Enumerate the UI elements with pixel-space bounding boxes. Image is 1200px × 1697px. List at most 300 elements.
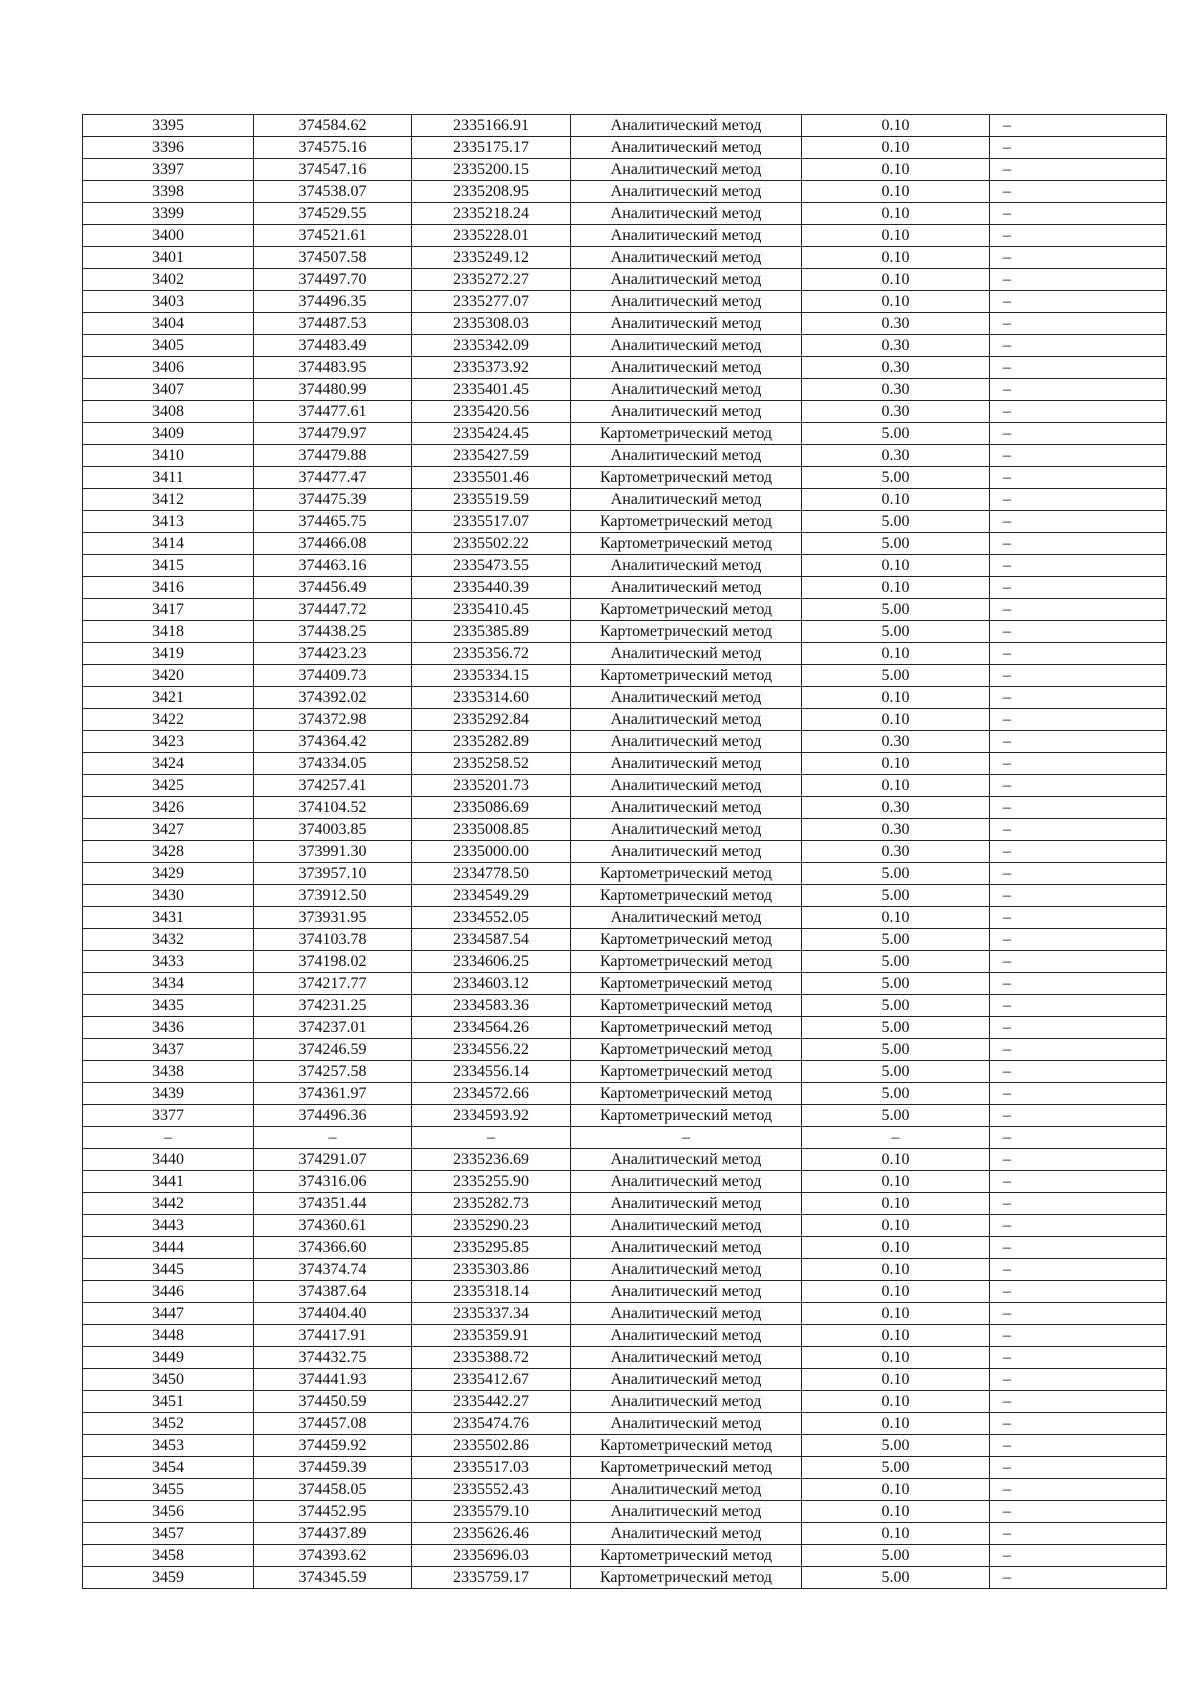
y-coordinate-cell: 2335442.27 [412,1391,571,1413]
accuracy-cell: 0.10 [802,1501,990,1523]
y-coordinate-cell: 2335626.46 [412,1523,571,1545]
description-cell: – [990,863,1167,885]
point-number-cell: 3397 [83,159,254,181]
accuracy-cell: 5.00 [802,599,990,621]
description-cell: – [990,599,1167,621]
y-coordinate-cell: 2334549.29 [412,885,571,907]
x-coordinate-cell: 374360.61 [254,1215,412,1237]
accuracy-cell: 0.10 [802,1479,990,1501]
y-coordinate-cell: 2334572.66 [412,1083,571,1105]
point-number-cell: 3437 [83,1039,254,1061]
x-coordinate-cell: 374450.59 [254,1391,412,1413]
accuracy-cell: 5.00 [802,929,990,951]
accuracy-cell: 5.00 [802,1457,990,1479]
accuracy-cell: 0.10 [802,1303,990,1325]
x-coordinate-cell: 374364.42 [254,731,412,753]
x-coordinate-cell: 373912.50 [254,885,412,907]
table-row [83,313,1167,335]
accuracy-cell: 0.10 [802,115,990,137]
description-cell: – [990,1413,1167,1435]
description-cell: – [990,1105,1167,1127]
x-coordinate-cell: 374387.64 [254,1281,412,1303]
y-coordinate-cell: 2335258.52 [412,753,571,775]
point-number-cell: 3377 [83,1105,254,1127]
accuracy-cell: 5.00 [802,995,990,1017]
point-number-cell: 3407 [83,379,254,401]
method-cell: Аналитический метод [571,137,802,159]
x-coordinate-cell: 374463.16 [254,555,412,577]
table-row [83,1545,1167,1567]
method-cell: Аналитический метод [571,203,802,225]
table-row [83,709,1167,731]
description-cell: – [990,1127,1167,1149]
table-row [83,819,1167,841]
method-cell: Аналитический метод [571,797,802,819]
table-row [83,511,1167,533]
y-coordinate-cell: 2334606.25 [412,951,571,973]
accuracy-cell: 0.10 [802,1215,990,1237]
description-cell: – [990,291,1167,313]
table-row [83,1435,1167,1457]
description-cell: – [990,687,1167,709]
method-cell: Аналитический метод [571,159,802,181]
y-coordinate-cell: 2335201.73 [412,775,571,797]
point-number-cell: 3415 [83,555,254,577]
method-cell: Аналитический метод [571,1391,802,1413]
method-cell: Картометрический метод [571,1435,802,1457]
point-number-cell: 3454 [83,1457,254,1479]
accuracy-cell: 0.10 [802,643,990,665]
description-cell: – [990,709,1167,731]
x-coordinate-cell: 374483.49 [254,335,412,357]
y-coordinate-cell: 2335282.73 [412,1193,571,1215]
x-coordinate-cell: 374496.36 [254,1105,412,1127]
y-coordinate-cell: 2335334.15 [412,665,571,687]
method-cell: Аналитический метод [571,225,802,247]
description-cell: – [990,1149,1167,1171]
accuracy-cell: 5.00 [802,951,990,973]
description-cell: – [990,1479,1167,1501]
accuracy-cell: 0.10 [802,577,990,599]
y-coordinate-cell: 2335318.14 [412,1281,571,1303]
table-row [83,599,1167,621]
point-number-cell: 3450 [83,1369,254,1391]
description-cell: – [990,335,1167,357]
table-row [83,929,1167,951]
y-coordinate-cell: 2334603.12 [412,973,571,995]
method-cell: Картометрический метод [571,1545,802,1567]
coordinates-table-body [83,115,1167,1589]
point-number-cell: 3453 [83,1435,254,1457]
accuracy-cell: 0.10 [802,137,990,159]
x-coordinate-cell: 374409.73 [254,665,412,687]
y-coordinate-cell: 2335086.69 [412,797,571,819]
method-cell: Картометрический метод [571,423,802,445]
y-coordinate-cell: 2335517.03 [412,1457,571,1479]
accuracy-cell: 0.10 [802,225,990,247]
table-row [83,731,1167,753]
accuracy-cell: 5.00 [802,973,990,995]
table-row [83,1325,1167,1347]
accuracy-cell: 0.10 [802,1193,990,1215]
y-coordinate-cell: 2335401.45 [412,379,571,401]
point-number-cell: 3442 [83,1193,254,1215]
method-cell: Картометрический метод [571,1567,802,1589]
table-row [83,1303,1167,1325]
y-coordinate-cell: – [412,1127,571,1149]
x-coordinate-cell: 374257.58 [254,1061,412,1083]
table-row [83,335,1167,357]
x-coordinate-cell: 374257.41 [254,775,412,797]
table-row [83,907,1167,929]
coordinates-table-container [82,114,1166,1589]
accuracy-cell: 0.30 [802,731,990,753]
x-coordinate-cell: 374393.62 [254,1545,412,1567]
method-cell: Картометрический метод [571,1061,802,1083]
description-cell: – [990,423,1167,445]
x-coordinate-cell: 374459.92 [254,1435,412,1457]
point-number-cell: 3396 [83,137,254,159]
point-number-cell: 3446 [83,1281,254,1303]
x-coordinate-cell: 374457.08 [254,1413,412,1435]
table-row [83,1457,1167,1479]
method-cell: Аналитический метод [571,1281,802,1303]
x-coordinate-cell: 374456.49 [254,577,412,599]
y-coordinate-cell: 2335303.86 [412,1259,571,1281]
description-cell: – [990,1523,1167,1545]
y-coordinate-cell: 2335292.84 [412,709,571,731]
method-cell: Аналитический метод [571,907,802,929]
point-number-cell: 3417 [83,599,254,621]
y-coordinate-cell: 2335277.07 [412,291,571,313]
table-row [83,621,1167,643]
table-row [83,203,1167,225]
method-cell: Картометрический метод [571,533,802,555]
table-row [83,1501,1167,1523]
method-cell: Картометрический метод [571,1105,802,1127]
point-number-cell: 3456 [83,1501,254,1523]
table-row [83,665,1167,687]
x-coordinate-cell: 374103.78 [254,929,412,951]
accuracy-cell: 0.10 [802,555,990,577]
x-coordinate-cell: 374466.08 [254,533,412,555]
table-row [83,159,1167,181]
x-coordinate-cell: 374584.62 [254,115,412,137]
accuracy-cell: 5.00 [802,1083,990,1105]
x-coordinate-cell: 374366.60 [254,1237,412,1259]
point-number-cell: 3444 [83,1237,254,1259]
point-number-cell: 3399 [83,203,254,225]
point-number-cell: 3424 [83,753,254,775]
table-row [83,841,1167,863]
x-coordinate-cell: 373931.95 [254,907,412,929]
table-row [83,1523,1167,1545]
point-number-cell: 3412 [83,489,254,511]
y-coordinate-cell: 2335314.60 [412,687,571,709]
point-number-cell: 3435 [83,995,254,1017]
x-coordinate-cell: 374547.16 [254,159,412,181]
y-coordinate-cell: 2335502.86 [412,1435,571,1457]
method-cell: Аналитический метод [571,841,802,863]
method-cell: Картометрический метод [571,995,802,1017]
x-coordinate-cell: 374003.85 [254,819,412,841]
point-number-cell: 3421 [83,687,254,709]
accuracy-cell: 0.10 [802,1523,990,1545]
table-row [83,555,1167,577]
x-coordinate-cell: 374458.05 [254,1479,412,1501]
description-cell: – [990,159,1167,181]
description-cell: – [990,973,1167,995]
point-number-cell: 3448 [83,1325,254,1347]
description-cell: – [990,797,1167,819]
accuracy-cell: 0.30 [802,819,990,841]
accuracy-cell: 0.10 [802,489,990,511]
accuracy-cell: 0.10 [802,709,990,731]
table-row [83,1369,1167,1391]
description-cell: – [990,753,1167,775]
point-number-cell: 3416 [83,577,254,599]
table-row [83,247,1167,269]
table-row [83,753,1167,775]
y-coordinate-cell: 2335579.10 [412,1501,571,1523]
point-number-cell: 3426 [83,797,254,819]
description-cell: – [990,489,1167,511]
method-cell: Картометрический метод [571,467,802,489]
point-number-cell: 3418 [83,621,254,643]
description-cell: – [990,1567,1167,1589]
method-cell: Аналитический метод [571,1193,802,1215]
x-coordinate-cell: 374480.99 [254,379,412,401]
accuracy-cell: 0.10 [802,1259,990,1281]
point-number-cell: 3458 [83,1545,254,1567]
method-cell: Аналитический метод [571,1325,802,1347]
description-cell: – [990,225,1167,247]
description-cell: – [990,445,1167,467]
x-coordinate-cell: 374334.05 [254,753,412,775]
accuracy-cell: 0.10 [802,203,990,225]
y-coordinate-cell: 2335424.45 [412,423,571,445]
table-row [83,489,1167,511]
method-cell: Аналитический метод [571,555,802,577]
description-cell: – [990,907,1167,929]
description-cell: – [990,401,1167,423]
accuracy-cell: 0.10 [802,1347,990,1369]
y-coordinate-cell: 2335228.01 [412,225,571,247]
point-number-cell: 3419 [83,643,254,665]
x-coordinate-cell: 374404.40 [254,1303,412,1325]
y-coordinate-cell: 2334564.26 [412,1017,571,1039]
y-coordinate-cell: 2335236.69 [412,1149,571,1171]
x-coordinate-cell: 374538.07 [254,181,412,203]
accuracy-cell: 0.10 [802,687,990,709]
point-number-cell: 3432 [83,929,254,951]
accuracy-cell: 5.00 [802,467,990,489]
accuracy-cell: 0.10 [802,753,990,775]
method-cell: Аналитический метод [571,269,802,291]
accuracy-cell: 5.00 [802,621,990,643]
description-cell: – [990,1545,1167,1567]
table-row [83,467,1167,489]
accuracy-cell: 0.30 [802,445,990,467]
description-cell: – [990,1457,1167,1479]
table-row [83,1193,1167,1215]
accuracy-cell: 0.10 [802,1171,990,1193]
y-coordinate-cell: 2334556.22 [412,1039,571,1061]
point-number-cell: 3438 [83,1061,254,1083]
description-cell: – [990,1281,1167,1303]
table-row [83,379,1167,401]
point-number-cell: 3457 [83,1523,254,1545]
method-cell: Картометрический метод [571,951,802,973]
description-cell: – [990,555,1167,577]
x-coordinate-cell: 374575.16 [254,137,412,159]
method-cell: Аналитический метод [571,401,802,423]
table-row [83,1083,1167,1105]
table-row [83,423,1167,445]
x-coordinate-cell: 374392.02 [254,687,412,709]
y-coordinate-cell: 2335255.90 [412,1171,571,1193]
y-coordinate-cell: 2334583.36 [412,995,571,1017]
y-coordinate-cell: 2335759.17 [412,1567,571,1589]
point-number-cell: 3395 [83,115,254,137]
y-coordinate-cell: 2335420.56 [412,401,571,423]
accuracy-cell: 5.00 [802,1061,990,1083]
point-number-cell: 3431 [83,907,254,929]
description-cell: – [990,1259,1167,1281]
method-cell: Картометрический метод [571,599,802,621]
table-row [83,1479,1167,1501]
accuracy-cell: 0.10 [802,247,990,269]
y-coordinate-cell: 2335356.72 [412,643,571,665]
point-number-cell: 3440 [83,1149,254,1171]
method-cell: Аналитический метод [571,1171,802,1193]
x-coordinate-cell: 374521.61 [254,225,412,247]
point-number-cell: 3455 [83,1479,254,1501]
x-coordinate-cell: 374447.72 [254,599,412,621]
accuracy-cell: 5.00 [802,1039,990,1061]
description-cell: – [990,665,1167,687]
x-coordinate-cell: 374198.02 [254,951,412,973]
point-number-cell: 3414 [83,533,254,555]
description-cell: – [990,731,1167,753]
description-cell: – [990,1303,1167,1325]
method-cell: Аналитический метод [571,357,802,379]
x-coordinate-cell: 374465.75 [254,511,412,533]
point-number-cell: 3434 [83,973,254,995]
point-number-cell: 3403 [83,291,254,313]
point-number-cell: 3439 [83,1083,254,1105]
table-row [83,973,1167,995]
method-cell: – [571,1127,802,1149]
y-coordinate-cell: 2335474.76 [412,1413,571,1435]
y-coordinate-cell: 2335552.43 [412,1479,571,1501]
accuracy-cell: 0.30 [802,401,990,423]
description-cell: – [990,1347,1167,1369]
point-number-cell: 3401 [83,247,254,269]
x-coordinate-cell: 374217.77 [254,973,412,995]
y-coordinate-cell: 2335290.23 [412,1215,571,1237]
description-cell: – [990,1501,1167,1523]
x-coordinate-cell: 374246.59 [254,1039,412,1061]
point-number-cell: 3433 [83,951,254,973]
y-coordinate-cell: 2334556.14 [412,1061,571,1083]
method-cell: Картометрический метод [571,863,802,885]
accuracy-cell: 0.10 [802,1237,990,1259]
accuracy-cell: – [802,1127,990,1149]
method-cell: Аналитический метод [571,709,802,731]
point-number-cell: 3422 [83,709,254,731]
method-cell: Аналитический метод [571,181,802,203]
method-cell: Аналитический метод [571,1501,802,1523]
description-cell: – [990,1237,1167,1259]
accuracy-cell: 5.00 [802,1567,990,1589]
method-cell: Аналитический метод [571,313,802,335]
description-cell: – [990,115,1167,137]
y-coordinate-cell: 2335295.85 [412,1237,571,1259]
table-row [83,181,1167,203]
method-cell: Аналитический метод [571,291,802,313]
accuracy-cell: 0.10 [802,269,990,291]
accuracy-cell: 0.30 [802,357,990,379]
y-coordinate-cell: 2335272.27 [412,269,571,291]
accuracy-cell: 0.30 [802,841,990,863]
point-number-cell: 3410 [83,445,254,467]
method-cell: Картометрический метод [571,621,802,643]
point-number-cell: 3451 [83,1391,254,1413]
y-coordinate-cell: 2335696.03 [412,1545,571,1567]
x-coordinate-cell: 374291.07 [254,1149,412,1171]
table-row [83,291,1167,313]
accuracy-cell: 5.00 [802,533,990,555]
x-coordinate-cell: 374237.01 [254,1017,412,1039]
table-row [83,1171,1167,1193]
x-coordinate-cell: 374437.89 [254,1523,412,1545]
x-coordinate-cell: 374475.39 [254,489,412,511]
description-cell: – [990,137,1167,159]
method-cell: Картометрический метод [571,973,802,995]
x-coordinate-cell: 373991.30 [254,841,412,863]
method-cell: Картометрический метод [571,1017,802,1039]
x-coordinate-cell: – [254,1127,412,1149]
x-coordinate-cell: 374507.58 [254,247,412,269]
point-number-cell: 3452 [83,1413,254,1435]
table-row [83,1281,1167,1303]
y-coordinate-cell: 2335388.72 [412,1347,571,1369]
description-cell: – [990,995,1167,1017]
method-cell: Аналитический метод [571,1523,802,1545]
table-row [83,577,1167,599]
x-coordinate-cell: 374374.74 [254,1259,412,1281]
point-number-cell: 3423 [83,731,254,753]
table-row [83,643,1167,665]
x-coordinate-cell: 374361.97 [254,1083,412,1105]
table-row [83,863,1167,885]
y-coordinate-cell: 2335473.55 [412,555,571,577]
accuracy-cell: 0.10 [802,181,990,203]
table-row [83,1413,1167,1435]
description-cell: – [990,929,1167,951]
point-number-cell: 3430 [83,885,254,907]
x-coordinate-cell: 374497.70 [254,269,412,291]
accuracy-cell: 0.10 [802,1149,990,1171]
description-cell: – [990,1171,1167,1193]
accuracy-cell: 0.30 [802,797,990,819]
point-number-cell: 3406 [83,357,254,379]
y-coordinate-cell: 2335175.17 [412,137,571,159]
x-coordinate-cell: 374441.93 [254,1369,412,1391]
y-coordinate-cell: 2335519.59 [412,489,571,511]
y-coordinate-cell: 2335249.12 [412,247,571,269]
